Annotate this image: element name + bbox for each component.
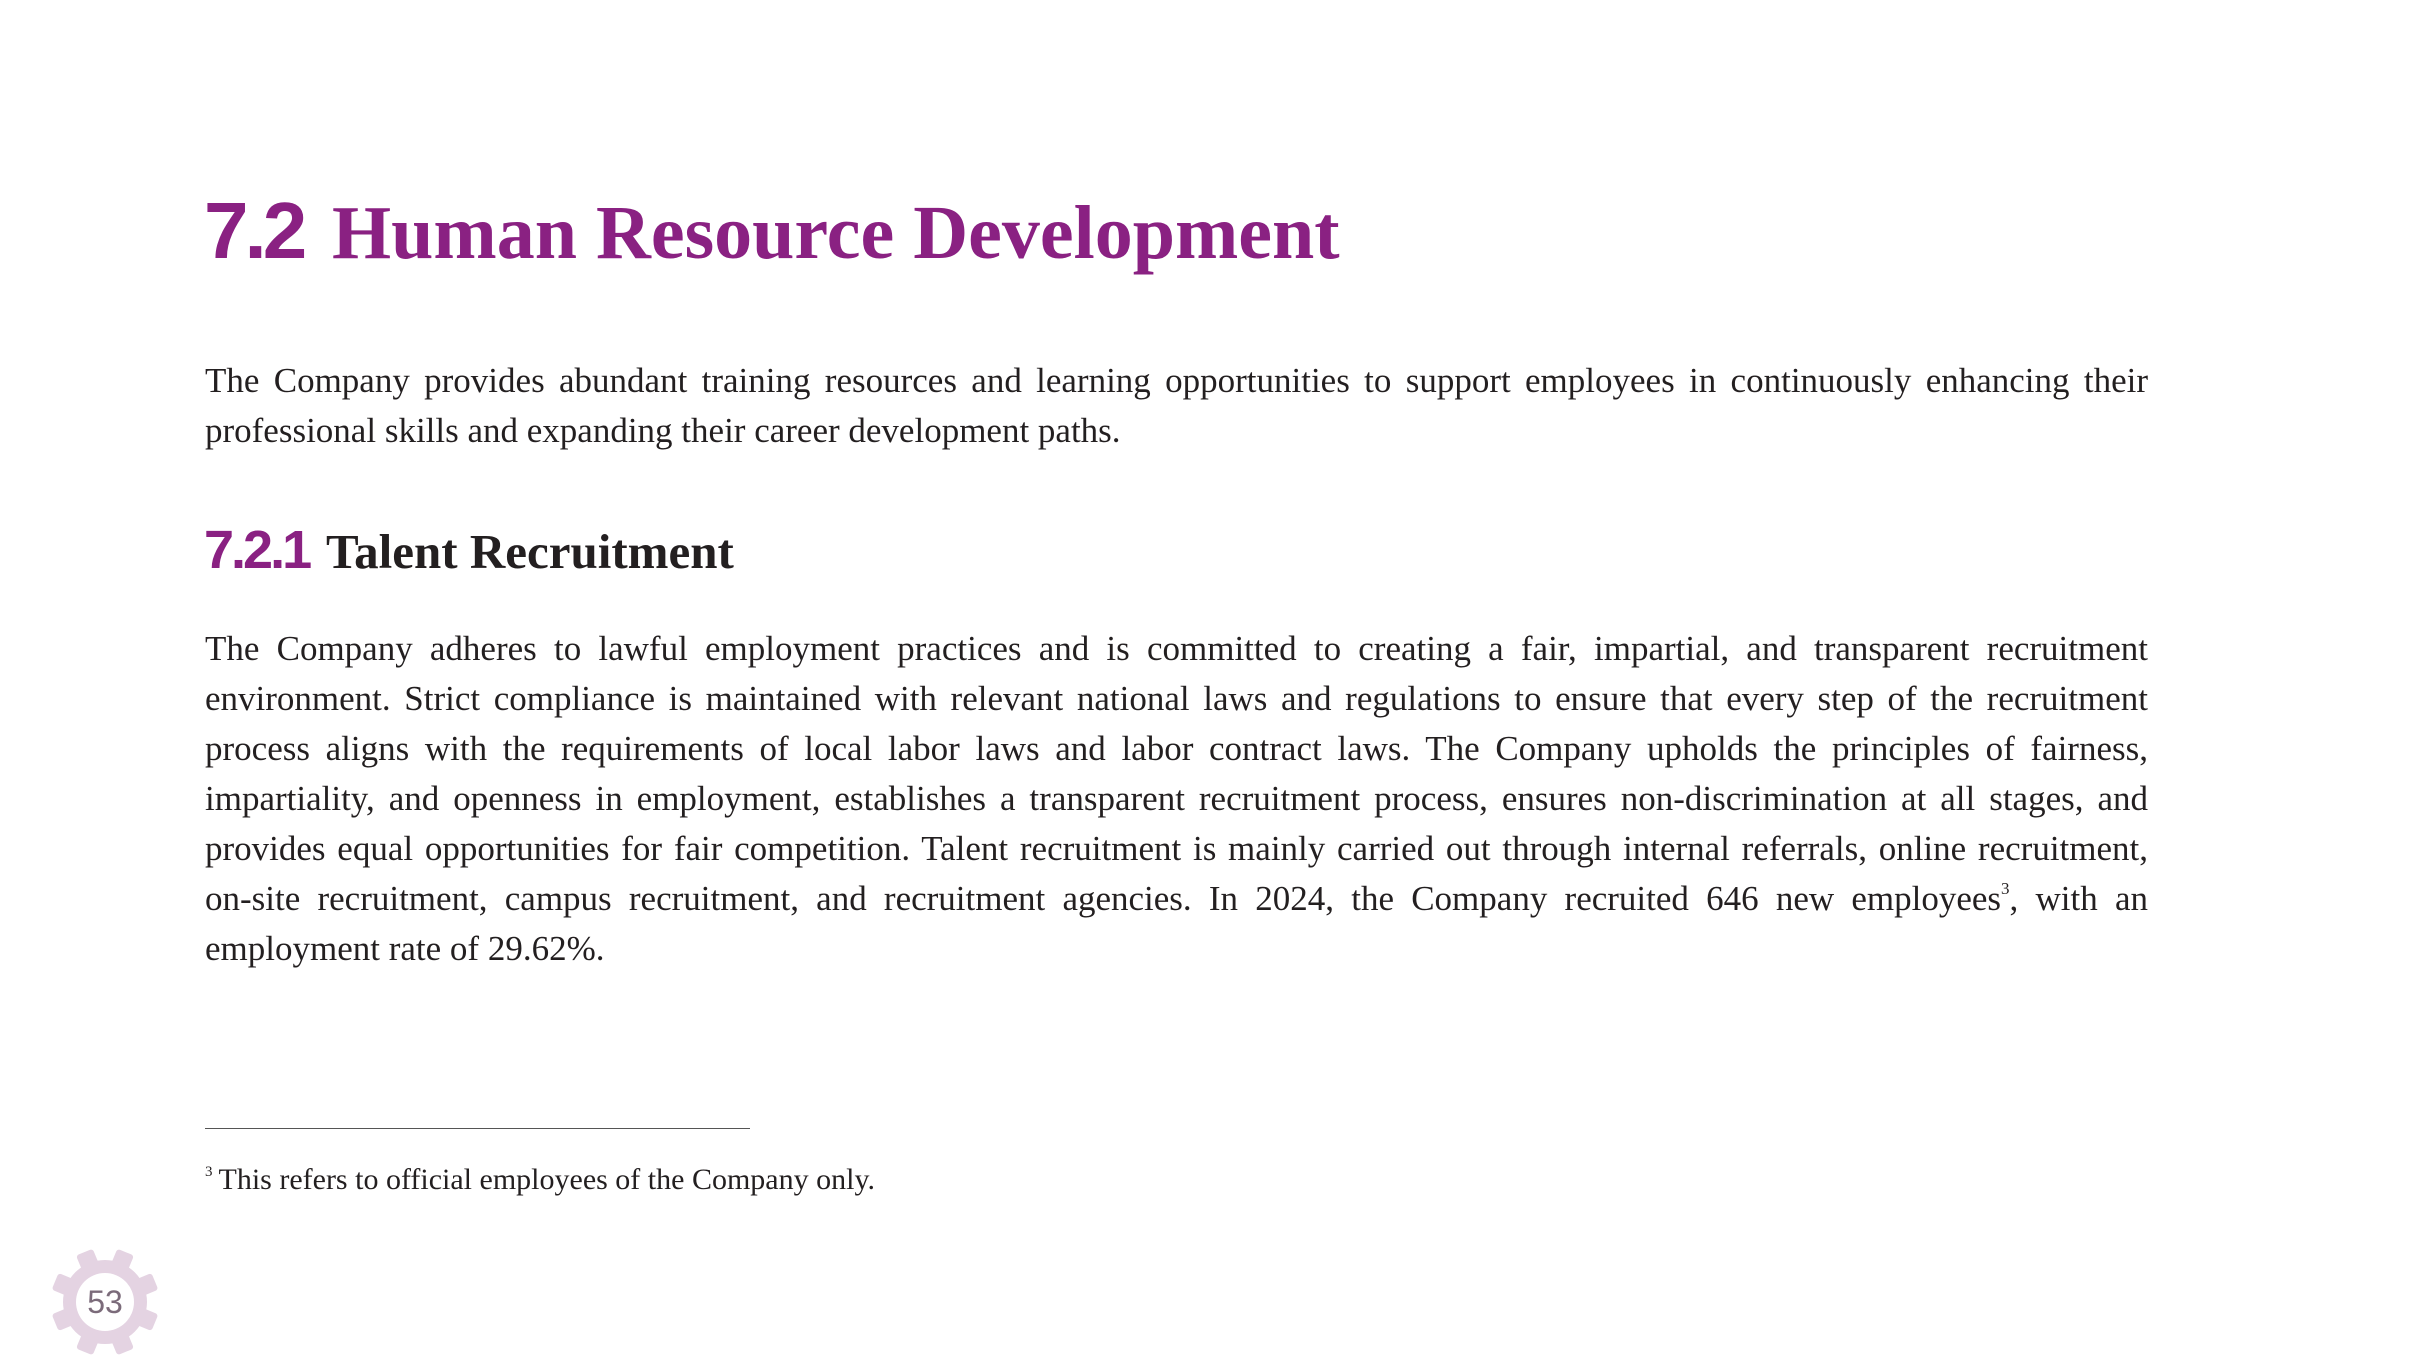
footnote-text: This refers to official employees of the Company only. [218, 1163, 875, 1196]
section-heading [204, 180, 2104, 280]
section-title: Human Resource Development [332, 191, 1340, 275]
recruitment-body-text: The Company adheres to lawful employment practices and is committed to creating a fair, impartial, and transparent recruitment environment. Strict compliance is maintained with relevant national laws and regulations to ensure that every step of the recruitment process aligns with the requirements of local labor laws and labor contract laws. The Company upholds the principles of fairness, impartiality, and openness in employment, establishes a transparent recruitment process, ensures non-discrimination at all stages, and provides equal opportunities for fair competition. Talent recruitment is mainly carried out through internal referrals, online recruitment, on-site recruitment, campus recruitment, and recruitment agencies. In 2024, the Company recruited 646 new employees [205, 629, 2148, 918]
footnote-divider [205, 1128, 750, 1129]
subsection-number: 7.2.1 [204, 520, 310, 580]
page-number: 53 [87, 1284, 123, 1320]
footnote [205, 1160, 1405, 1200]
recruitment-paragraph [205, 624, 2148, 974]
footnote-reference: 3 [2001, 879, 2010, 898]
page-number-badge [50, 1247, 160, 1357]
section-number: 7.2 [204, 186, 304, 275]
subsection-title: Talent Recruitment [326, 524, 734, 579]
section-intro-paragraph: The Company provides abundant training resources and learning opportunities to support employees in continuously enhancing their professional skills and expanding their career development paths. [205, 361, 2148, 450]
footnote-marker: 3 [205, 1164, 213, 1180]
subsection-heading [204, 516, 1404, 586]
recruitment-body-tail: , with an employment rate of 29.62%. [205, 879, 2148, 968]
